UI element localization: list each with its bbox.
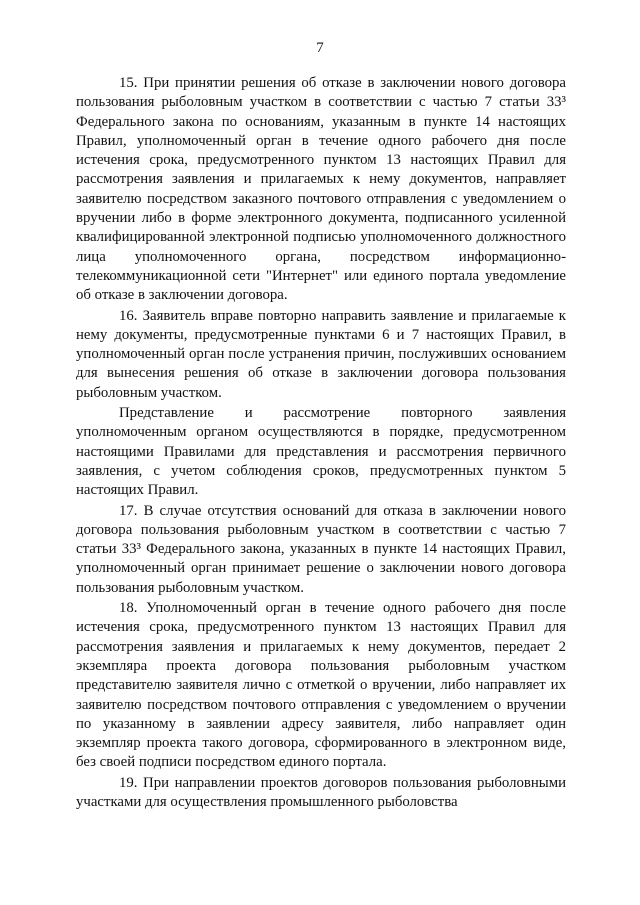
paragraph-17: 17. В случае отсутствия оснований для отказа в заключении нового договора пользования рыболовным участком в соответствии с частью 7 статьи 33³ Федерального закона, указанных в пункте 14 настоящих Правил, уполномоченный орган принимает решение о заключении нового договора пользования рыболовным участком. [76,502,566,596]
paragraph-16: 16. Заявитель вправе повторно направить заявление и прилагаемые к нему документы, предусмотренные пунктами 6 и 7 настоящих Правил, в уполномоченный орган после устранения причин, послуживших основанием для вынесения решения об отказе в заключении договора пользования рыболовным участком. [76,307,566,401]
paragraph-18: 18. Уполномоченный орган в течение одного рабочего дня после истечения срока, предусмотренного пунктом 13 настоящих Правил для рассмотрения заявления и прилагаемых к нему документов, передает 2 экземпляра проекта договора пользования рыболовным участком представителю заявителя лично с отметкой о вручении, либо направляет их заявителю посредством почтового отправления с уведомлением о вручении по указанному в заявлении адресу заявителя, либо направляет один экземпляр проекта такого договора, сформированного в электронном виде, без своей подписи посредством единого портала. [76,600,566,771]
paragraph-16-continuation: Представление и рассмотрение повторного заявления уполномоченным органом осуществляются в порядке, предусмотренном настоящими Правилами для представления и рассмотрения первичного заявления, с учетом соблюдения сроков, предусмотренных пунктом 5 настоящих Правил. [76,405,566,499]
document-body [76,74,566,812]
page-number: 7 [316,40,324,56]
paragraph-19: 19. При направлении проектов договоров пользования рыболовными участками для осуществления промышленного рыболовства [76,774,566,810]
paragraph-15: 15. При принятии решения об отказе в заключении нового договора пользования рыболовным участком в соответствии с частью 7 статьи 33³ Федерального закона по основаниям, указанным в пункте 14 настоящих Правил, уполномоченный орган в течение одного рабочего дня после истечения срока, предусмотренного пунктом 13 настоящих Правил для рассмотрения заявления и прилагаемых к нему документов, направляет заявителю посредством заказного почтового отправления с уведомлением о вручении либо в форме электронного документа, подписанного усиленной квалифицированной электронной подписью уполномоченного должностного лица уполномоченного органа, посредством информационно-телекоммуникационной сети "Интернет" или единого портала уведомление об отказе в заключении договора. [76,75,566,304]
